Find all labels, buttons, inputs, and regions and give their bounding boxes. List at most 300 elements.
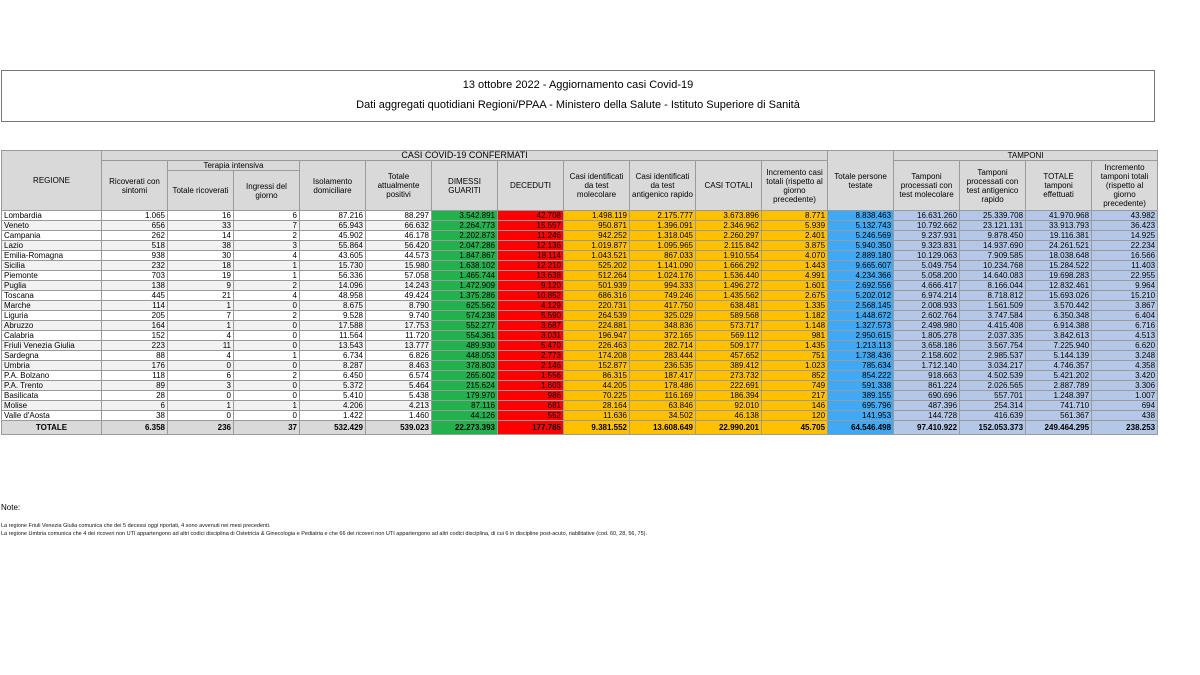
table-row — [2, 331, 1158, 341]
value-cell: 3.567.754 — [960, 341, 1026, 351]
value-cell: 41.970.968 — [1026, 211, 1092, 221]
value-cell: 557.701 — [960, 391, 1026, 401]
value-cell: 178.486 — [630, 381, 696, 391]
value-cell: 4.129 — [498, 301, 564, 311]
value-cell: 4 — [234, 291, 300, 301]
value-cell: 1.443 — [762, 261, 828, 271]
value-cell: 509.177 — [696, 341, 762, 351]
value-cell: 2.950.615 — [828, 331, 894, 341]
value-cell: 2.773 — [498, 351, 564, 361]
value-cell: 1.327.573 — [828, 321, 894, 331]
value-cell: 42.708 — [498, 211, 564, 221]
value-cell: 569.112 — [696, 331, 762, 341]
table-row — [2, 261, 1158, 271]
value-cell: 46.138 — [696, 411, 762, 421]
value-cell: 2.401 — [762, 231, 828, 241]
value-cell: 1.396.091 — [630, 221, 696, 231]
value-cell: 21 — [168, 291, 234, 301]
value-cell: 1.448.672 — [828, 311, 894, 321]
value-cell: 6.350.348 — [1026, 311, 1092, 321]
value-cell: 6.716 — [1092, 321, 1158, 331]
value-cell: 48.958 — [300, 291, 366, 301]
value-cell: 9.528 — [300, 311, 366, 321]
col-header-tamp-totale: TOTALE tamponi effettuati — [1026, 161, 1092, 211]
region-name-cell: Basilicata — [2, 391, 102, 401]
value-cell: 1.095.965 — [630, 241, 696, 251]
value-cell: 2.115.842 — [696, 241, 762, 251]
value-cell: 438 — [1092, 411, 1158, 421]
value-cell: 232 — [102, 261, 168, 271]
table-row — [2, 321, 1158, 331]
value-cell: 9.665.607 — [828, 261, 894, 271]
value-cell: 144.728 — [894, 411, 960, 421]
total-value-cell: 22.990.201 — [696, 421, 762, 435]
value-cell: 118 — [102, 371, 168, 381]
value-cell: 44.573 — [366, 251, 432, 261]
value-cell: 12.136 — [498, 241, 564, 251]
value-cell: 18.114 — [498, 251, 564, 261]
value-cell: 9.237.931 — [894, 231, 960, 241]
col-header-isolamento: Isolamento domiciliare — [300, 161, 366, 211]
value-cell: 417.750 — [630, 301, 696, 311]
value-cell: 1.465.744 — [432, 271, 498, 281]
value-cell: 1.472.909 — [432, 281, 498, 291]
value-cell: 146 — [762, 401, 828, 411]
value-cell: 854.222 — [828, 371, 894, 381]
value-cell: 4.070 — [762, 251, 828, 261]
value-cell: 65.943 — [300, 221, 366, 231]
value-cell: 254.314 — [960, 401, 1026, 411]
value-cell: 4 — [168, 331, 234, 341]
value-cell: 4.502.539 — [960, 371, 1026, 381]
value-cell: 1 — [234, 401, 300, 411]
region-name-cell: Sicilia — [2, 261, 102, 271]
value-cell: 1.666.292 — [696, 261, 762, 271]
value-cell: 3.031 — [498, 331, 564, 341]
value-cell: 4.513 — [1092, 331, 1158, 341]
value-cell: 13.638 — [498, 271, 564, 281]
value-cell: 1 — [234, 271, 300, 281]
value-cell: 15.210 — [1092, 291, 1158, 301]
value-cell: 6.450 — [300, 371, 366, 381]
value-cell: 348.836 — [630, 321, 696, 331]
value-cell: 16.566 — [1092, 251, 1158, 261]
table-row — [2, 381, 1158, 391]
value-cell: 3.306 — [1092, 381, 1158, 391]
col-header-molecolare: Casi identificati da test molecolare — [564, 161, 630, 211]
value-cell: 10.792.662 — [894, 221, 960, 231]
value-cell: 264.539 — [564, 311, 630, 321]
value-cell: 852 — [762, 371, 828, 381]
value-cell: 44.126 — [432, 411, 498, 421]
value-cell: 0 — [168, 391, 234, 401]
value-cell: 389.155 — [828, 391, 894, 401]
value-cell: 3.248 — [1092, 351, 1158, 361]
value-cell: 18.038.648 — [1026, 251, 1092, 261]
value-cell: 1.023 — [762, 361, 828, 371]
value-cell: 1.556 — [498, 371, 564, 381]
total-value-cell: 22.273.393 — [432, 421, 498, 435]
value-cell: 994.333 — [630, 281, 696, 291]
value-cell: 2.889.180 — [828, 251, 894, 261]
col-header-positivi: Totale attualmente positivi — [366, 161, 432, 211]
value-cell: 372.165 — [630, 331, 696, 341]
value-cell: 45.902 — [300, 231, 366, 241]
value-cell: 6.974.214 — [894, 291, 960, 301]
region-name-cell: Lazio — [2, 241, 102, 251]
table-row — [2, 291, 1158, 301]
value-cell: 57.058 — [366, 271, 432, 281]
value-cell: 3.420 — [1092, 371, 1158, 381]
value-cell: 1.435.562 — [696, 291, 762, 301]
total-value-cell: 177.785 — [498, 421, 564, 435]
value-cell: 552 — [498, 411, 564, 421]
value-cell: 0 — [234, 381, 300, 391]
region-name-cell: Lombardia — [2, 211, 102, 221]
value-cell: 5.049.754 — [894, 261, 960, 271]
value-cell: 1.601 — [762, 281, 828, 291]
value-cell: 2.692.556 — [828, 281, 894, 291]
value-cell: 8.771 — [762, 211, 828, 221]
value-cell: 236.535 — [630, 361, 696, 371]
report-subtitle: Dati aggregati quotidiani Regioni/PPAA - Ministero della Salute - Istituto Superiore di Sanità — [356, 99, 800, 111]
table-row — [2, 241, 1158, 251]
table-row — [2, 371, 1158, 381]
value-cell: 55.864 — [300, 241, 366, 251]
value-cell: 262 — [102, 231, 168, 241]
value-cell: 695.796 — [828, 401, 894, 411]
value-cell: 378.803 — [432, 361, 498, 371]
value-cell: 325.029 — [630, 311, 696, 321]
value-cell: 1.148 — [762, 321, 828, 331]
value-cell: 38 — [102, 411, 168, 421]
value-cell: 986 — [498, 391, 564, 401]
table-row — [2, 251, 1158, 261]
value-cell: 5.939 — [762, 221, 828, 231]
value-cell: 0 — [234, 321, 300, 331]
value-cell: 8.718.812 — [960, 291, 1026, 301]
value-cell: 3 — [234, 241, 300, 251]
value-cell: 5.372 — [300, 381, 366, 391]
value-cell: 226.463 — [564, 341, 630, 351]
value-cell: 18 — [168, 261, 234, 271]
value-cell: 2 — [234, 281, 300, 291]
value-cell: 23.121.131 — [960, 221, 1026, 231]
col-header-ti-totale: Totale ricoverati — [168, 171, 234, 211]
value-cell: 3.867 — [1092, 301, 1158, 311]
value-cell: 11.246 — [498, 231, 564, 241]
value-cell: 224.881 — [564, 321, 630, 331]
value-cell: 186.394 — [696, 391, 762, 401]
value-cell: 1.460 — [366, 411, 432, 421]
value-cell: 15.693.026 — [1026, 291, 1092, 301]
value-cell: 9.323.831 — [894, 241, 960, 251]
value-cell: 11.403 — [1092, 261, 1158, 271]
value-cell: 33 — [168, 221, 234, 231]
value-cell: 1.712.140 — [894, 361, 960, 371]
value-cell: 2.202.873 — [432, 231, 498, 241]
value-cell: 2.675 — [762, 291, 828, 301]
value-cell: 867.033 — [630, 251, 696, 261]
region-name-cell: Puglia — [2, 281, 102, 291]
value-cell: 2.037.335 — [960, 331, 1026, 341]
note-line: La regione Umbria comunica che 4 dei ricoveri non UTI appartengono ad altri codici disciplina di Ostetricia & Ginecologia e Pediatria e che 66 dei ricoveri non UTI appartengono ad altri codici disciplina, di cui 6 in discipline post-acuto, riabilitative (cod. 60, 28, 56, 75). — [1, 531, 647, 537]
value-cell: 1.422 — [300, 411, 366, 421]
value-cell: 389.412 — [696, 361, 762, 371]
total-value-cell: 238.253 — [1092, 421, 1158, 435]
value-cell: 2.026.565 — [960, 381, 1026, 391]
value-cell: 15.557 — [498, 221, 564, 231]
value-cell: 573.717 — [696, 321, 762, 331]
value-cell: 5.421.202 — [1026, 371, 1092, 381]
value-cell: 589.568 — [696, 311, 762, 321]
value-cell: 0 — [234, 411, 300, 421]
value-cell: 8.838.463 — [828, 211, 894, 221]
table-body — [2, 211, 1158, 435]
value-cell: 15.284.522 — [1026, 261, 1092, 271]
region-name-cell: Piemonte — [2, 271, 102, 281]
total-value-cell: 539.023 — [366, 421, 432, 435]
value-cell: 2.602.764 — [894, 311, 960, 321]
value-cell: 1.496.272 — [696, 281, 762, 291]
value-cell: 1.375.286 — [432, 291, 498, 301]
value-cell: 4 — [168, 351, 234, 361]
value-cell: 141.953 — [828, 411, 894, 421]
value-cell: 13.543 — [300, 341, 366, 351]
region-name-cell: Emilia-Romagna — [2, 251, 102, 261]
value-cell: 88.297 — [366, 211, 432, 221]
value-cell: 220.731 — [564, 301, 630, 311]
value-cell: 1.024.176 — [630, 271, 696, 281]
value-cell: 8.287 — [300, 361, 366, 371]
value-cell: 16.631.260 — [894, 211, 960, 221]
value-cell: 43.982 — [1092, 211, 1158, 221]
value-cell: 14.096 — [300, 281, 366, 291]
value-cell: 938 — [102, 251, 168, 261]
value-cell: 4.206 — [300, 401, 366, 411]
value-cell: 489.930 — [432, 341, 498, 351]
value-cell: 3.542.891 — [432, 211, 498, 221]
value-cell: 36.423 — [1092, 221, 1158, 231]
value-cell: 88 — [102, 351, 168, 361]
value-cell: 14.925 — [1092, 231, 1158, 241]
value-cell: 445 — [102, 291, 168, 301]
value-cell: 120 — [762, 411, 828, 421]
value-cell: 1.213.113 — [828, 341, 894, 351]
value-cell: 2 — [234, 311, 300, 321]
col-header-tamp-molecolare: Tamponi processati con test molecolare — [894, 161, 960, 211]
value-cell: 1.019.877 — [564, 241, 630, 251]
value-cell: 1.910.554 — [696, 251, 762, 261]
value-cell: 2.264.773 — [432, 221, 498, 231]
total-value-cell: 64.546.498 — [828, 421, 894, 435]
value-cell: 8.166.044 — [960, 281, 1026, 291]
value-cell: 861.224 — [894, 381, 960, 391]
value-cell: 457.652 — [696, 351, 762, 361]
value-cell: 686.316 — [564, 291, 630, 301]
region-name-cell: Marche — [2, 301, 102, 311]
value-cell: 4.358 — [1092, 361, 1158, 371]
value-cell: 87.116 — [432, 401, 498, 411]
value-cell: 14.937.690 — [960, 241, 1026, 251]
value-cell: 1.318.045 — [630, 231, 696, 241]
value-cell: 448.053 — [432, 351, 498, 361]
col-header-deceduti: DECEDUTI — [498, 161, 564, 211]
total-value-cell: 45.705 — [762, 421, 828, 435]
col-header-incremento-tamponi: Incremento tamponi totali (rispetto al giorno precedente) — [1092, 161, 1158, 211]
value-cell: 16 — [168, 211, 234, 221]
total-value-cell: 236 — [168, 421, 234, 435]
report-title: 13 ottobre 2022 - Aggiornamento casi Covid-19 — [462, 79, 694, 91]
value-cell: 63.846 — [630, 401, 696, 411]
value-cell: 656 — [102, 221, 168, 231]
value-cell: 164 — [102, 321, 168, 331]
total-value-cell: 249.464.295 — [1026, 421, 1092, 435]
total-value-cell: 6.358 — [102, 421, 168, 435]
value-cell: 5.202.012 — [828, 291, 894, 301]
value-cell: 14.243 — [366, 281, 432, 291]
value-cell: 30 — [168, 251, 234, 261]
value-cell: 741.710 — [1026, 401, 1092, 411]
value-cell: 6.734 — [300, 351, 366, 361]
region-name-cell: Sardegna — [2, 351, 102, 361]
value-cell: 785.634 — [828, 361, 894, 371]
value-cell: 512.264 — [564, 271, 630, 281]
value-cell: 0 — [234, 341, 300, 351]
value-cell: 9.740 — [366, 311, 432, 321]
value-cell: 7 — [234, 221, 300, 231]
value-cell: 1.043.521 — [564, 251, 630, 261]
value-cell: 2.985.537 — [960, 351, 1026, 361]
value-cell: 638.481 — [696, 301, 762, 311]
value-cell: 2.346.962 — [696, 221, 762, 231]
value-cell: 89 — [102, 381, 168, 391]
value-cell: 6.826 — [366, 351, 432, 361]
value-cell: 15.730 — [300, 261, 366, 271]
value-cell: 8.675 — [300, 301, 366, 311]
value-cell: 1.805.278 — [894, 331, 960, 341]
value-cell: 3.687 — [498, 321, 564, 331]
value-cell: 5.132.743 — [828, 221, 894, 231]
value-cell: 4.213 — [366, 401, 432, 411]
value-cell: 2.158.602 — [894, 351, 960, 361]
value-cell: 1.603 — [498, 381, 564, 391]
value-cell: 116.169 — [630, 391, 696, 401]
value-cell: 19.698.283 — [1026, 271, 1092, 281]
value-cell: 749 — [762, 381, 828, 391]
value-cell: 66.632 — [366, 221, 432, 231]
value-cell: 6.620 — [1092, 341, 1158, 351]
value-cell: 38 — [168, 241, 234, 251]
value-cell: 223 — [102, 341, 168, 351]
value-cell: 2.146 — [498, 361, 564, 371]
total-label-cell: TOTALE — [2, 421, 102, 435]
table-row — [2, 351, 1158, 361]
value-cell: 525.202 — [564, 261, 630, 271]
value-cell: 11.564 — [300, 331, 366, 341]
value-cell: 5.144.139 — [1026, 351, 1092, 361]
value-cell: 1 — [168, 401, 234, 411]
value-cell: 6 — [102, 401, 168, 411]
value-cell: 4.234.366 — [828, 271, 894, 281]
value-cell: 282.714 — [630, 341, 696, 351]
region-name-cell: Abruzzo — [2, 321, 102, 331]
value-cell: 7.225.940 — [1026, 341, 1092, 351]
value-cell: 4.746.357 — [1026, 361, 1092, 371]
region-name-cell: Veneto — [2, 221, 102, 231]
value-cell: 10.129.063 — [894, 251, 960, 261]
value-cell: 187.417 — [630, 371, 696, 381]
region-name-cell: Umbria — [2, 361, 102, 371]
value-cell: 273.732 — [696, 371, 762, 381]
value-cell: 574.238 — [432, 311, 498, 321]
table-row — [2, 341, 1158, 351]
group-header-icu: Terapia intensiva — [168, 161, 300, 171]
value-cell: 10.852 — [498, 291, 564, 301]
value-cell: 1.847.867 — [432, 251, 498, 261]
value-cell: 22.955 — [1092, 271, 1158, 281]
value-cell: 5.470 — [498, 341, 564, 351]
col-header-testate: Totale persone testate — [828, 151, 894, 211]
value-cell: 1.335 — [762, 301, 828, 311]
table-row — [2, 311, 1158, 321]
total-value-cell: 9.381.552 — [564, 421, 630, 435]
col-header-guariti: DIMESSI GUARITI — [432, 161, 498, 211]
table-row — [2, 361, 1158, 371]
region-name-cell: Liguria — [2, 311, 102, 321]
value-cell: 205 — [102, 311, 168, 321]
value-cell: 19.116.381 — [1026, 231, 1092, 241]
total-value-cell: 152.053.373 — [960, 421, 1026, 435]
value-cell: 2.175.777 — [630, 211, 696, 221]
value-cell: 152 — [102, 331, 168, 341]
region-name-cell: Friuli Venezia Giulia — [2, 341, 102, 351]
value-cell: 152.877 — [564, 361, 630, 371]
value-cell: 44.205 — [564, 381, 630, 391]
region-name-cell: Valle d'Aosta — [2, 411, 102, 421]
value-cell: 561.367 — [1026, 411, 1092, 421]
value-cell: 196.947 — [564, 331, 630, 341]
value-cell: 950.871 — [564, 221, 630, 231]
value-cell: 7 — [168, 311, 234, 321]
table-row — [2, 221, 1158, 231]
region-name-cell: Toscana — [2, 291, 102, 301]
value-cell: 28 — [102, 391, 168, 401]
value-cell: 3.570.442 — [1026, 301, 1092, 311]
value-cell: 2 — [234, 371, 300, 381]
report-header — [1, 70, 1155, 122]
value-cell: 625.562 — [432, 301, 498, 311]
value-cell: 981 — [762, 331, 828, 341]
value-cell: 56.336 — [300, 271, 366, 281]
value-cell: 0 — [234, 391, 300, 401]
col-header-incremento-casi: Incremento casi totali (rispetto al giorno precedente) — [762, 161, 828, 211]
value-cell: 13.777 — [366, 341, 432, 351]
value-cell: 9 — [168, 281, 234, 291]
value-cell: 24.261.521 — [1026, 241, 1092, 251]
value-cell: 215.624 — [432, 381, 498, 391]
region-name-cell: Calabria — [2, 331, 102, 341]
value-cell: 11 — [168, 341, 234, 351]
region-name-cell: Molise — [2, 401, 102, 411]
value-cell: 70.225 — [564, 391, 630, 401]
value-cell: 86.315 — [564, 371, 630, 381]
value-cell: 14.640.083 — [960, 271, 1026, 281]
value-cell: 11.720 — [366, 331, 432, 341]
value-cell: 114 — [102, 301, 168, 311]
value-cell: 5.410 — [300, 391, 366, 401]
value-cell: 6.404 — [1092, 311, 1158, 321]
